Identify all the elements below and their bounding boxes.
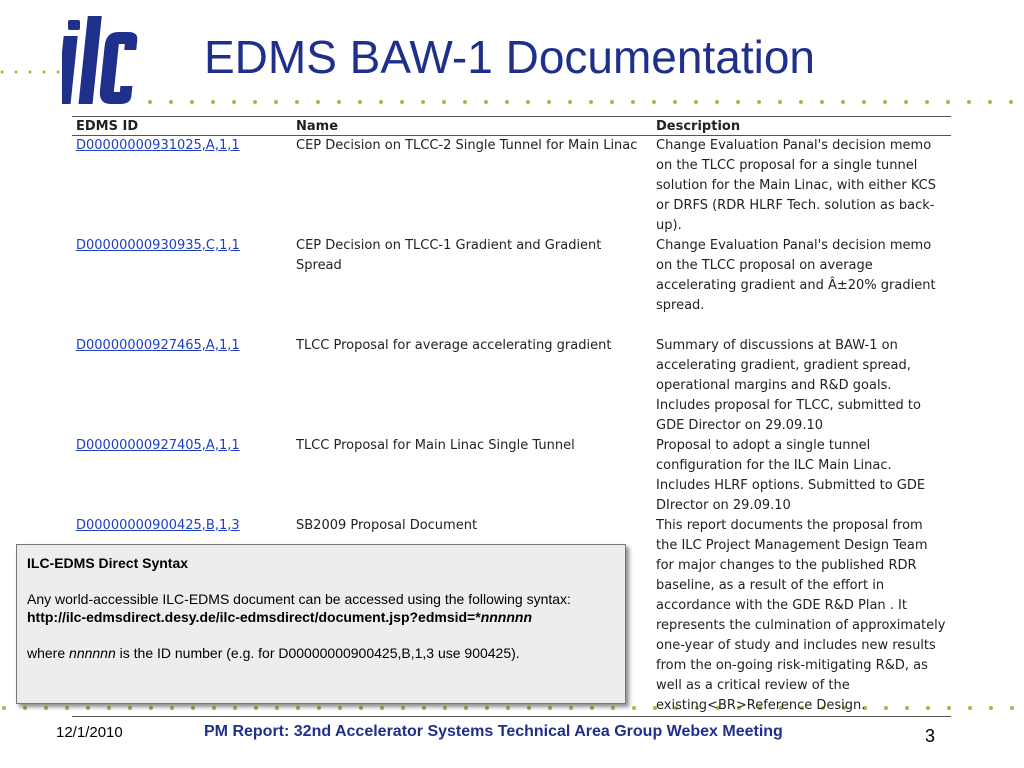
edms-id-cell	[72, 236, 292, 336]
description-cell: Change Evaluation Panal's decision memo on the TLCC proposal for a single tunnel solution for the Main Linac, with either KCS or DRFS (RDR HLRF Tech. solution as back-up).	[656, 138, 937, 233]
direct-syntax-callout	[16, 544, 626, 704]
callout-where-suffix: is the ID number (e.g. for D00000000900425,B,1,3 use 900425).	[115, 645, 520, 661]
dotted-line-top-left	[0, 70, 64, 74]
callout-url	[27, 608, 615, 626]
name-cell: CEP Decision on TLCC-2 Single Tunnel for Main Linac	[296, 138, 638, 153]
page-title: EDMS BAW-1 Documentation	[204, 31, 816, 83]
column-header-name: Name	[292, 117, 652, 136]
name-cell: CEP Decision on TLCC-1 Gradient and Gradient Spread	[296, 238, 602, 273]
edms-id-cell	[72, 436, 292, 516]
description-cell: This report documents the proposal from the ILC Project Management Design Team for major changes to the published RDR baseline, as a result of the effort in accordance with the GDE R&D Plan . It represents the culmination of approximately one-year of study and includes new results from the on-going risk-mitigating R&D, as well as a critical review of the existing<BR>Reference Design.	[652, 516, 951, 717]
description-cell: Proposal to adopt a single tunnel configuration for the ILC Main Linac. Includes HLRF options. Submitted to GDE DIrector on 29.09.10	[656, 438, 926, 513]
edms-id-link[interactable]: D00000000927405,A,1,1	[76, 438, 240, 453]
name-cell: TLCC Proposal for average accelerating gradient	[296, 338, 612, 353]
table-row	[72, 236, 951, 336]
edms-id-link[interactable]: D00000000927465,A,1,1	[76, 338, 240, 353]
description-cell: Change Evaluation Panal's decision memo on the TLCC proposal on average accelerating gradient and Â±20% gradient spread.	[656, 238, 936, 313]
name-cell: TLCC Proposal for Main Linac Single Tunnel	[296, 438, 575, 453]
edms-id-link[interactable]: D00000000930935,C,1,1	[76, 238, 240, 253]
page-number: 3	[925, 726, 936, 746]
callout-where-prefix: where	[27, 645, 70, 661]
callout-url-prefix: http://ilc-edmsdirect.desy.de/ilc-edmsdirect/document.jsp?edmsid=*	[27, 609, 481, 625]
table-row	[72, 436, 951, 516]
edms-id-link[interactable]: D00000000931025,A,1,1	[76, 138, 240, 153]
ilc-logo	[62, 14, 142, 108]
callout-where-placeholder: nnnnnn	[69, 645, 116, 661]
name-cell: SB2009 Proposal Document	[292, 516, 652, 717]
column-header-edms-id: EDMS ID	[72, 117, 292, 136]
description-cell: Summary of discussions at BAW-1 on accelerating gradient, gradient spread, operational margins and R&D goals. Includes proposal for TLCC, submitted to GDE Director on 29.09.10	[656, 338, 921, 433]
callout-intro: Any world-accessible ILC-EDMS document can be accessed using the following syntax:	[27, 591, 571, 607]
edms-id-link[interactable]: D00000000900425,B,1,3	[76, 518, 240, 533]
callout-url-placeholder: nnnnnn	[480, 609, 532, 625]
edms-id-cell	[72, 336, 292, 436]
table-row	[72, 136, 951, 237]
callout-where	[27, 644, 615, 662]
table-row	[72, 336, 951, 436]
footer-title: PM Report: 32nd Accelerator Systems Technical Area Group Webex Meeting	[204, 723, 783, 740]
column-header-description: Description	[652, 117, 951, 136]
footer-date: 12/1/2010	[56, 724, 123, 741]
edms-id-cell	[72, 136, 292, 237]
table-header-row	[72, 117, 951, 136]
callout-heading: ILC-EDMS Direct Syntax	[27, 555, 189, 571]
dotted-line-title	[148, 100, 1024, 104]
